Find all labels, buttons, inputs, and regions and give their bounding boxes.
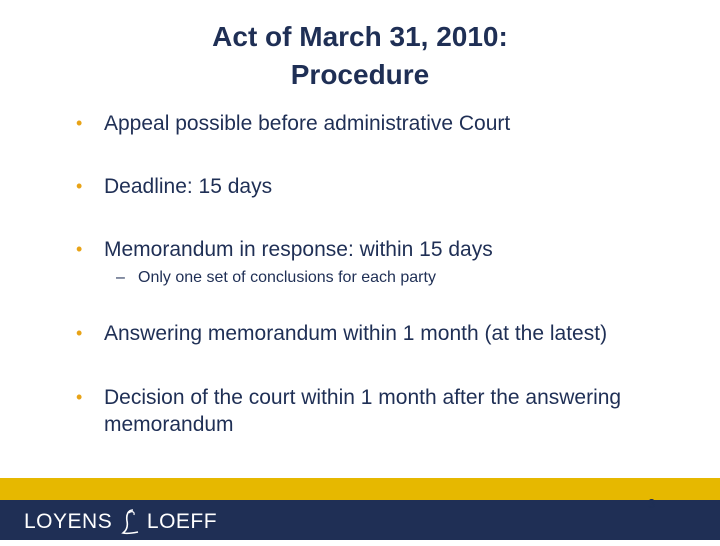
sub-bullet-marker: –	[116, 269, 125, 286]
loyens-loeff-logo	[24, 507, 217, 537]
logo-text-right: LOEFF	[146, 510, 218, 533]
bullet-marker: •	[76, 239, 83, 259]
slide-title-line-1: Act of March 31, 2010:	[212, 21, 508, 52]
bullet-marker: •	[76, 176, 83, 196]
bullet-text: Deadline: 15 days	[104, 175, 273, 198]
bullet-text: Memorandum in response: within 15 days	[104, 238, 493, 261]
bullet-marker: •	[76, 113, 83, 133]
slide-title	[0, 18, 720, 94]
logo-script-l-icon	[119, 507, 141, 537]
bullet-marker: •	[76, 387, 83, 407]
page-number: 3	[648, 496, 656, 511]
sub-bullet-text: Only one set of conclusions for each party	[138, 269, 436, 286]
bullet-text: Answering memorandum within 1 month (at the latest)	[104, 322, 608, 345]
slide-title-line-2: Procedure	[290, 59, 430, 90]
bullet-text: Appeal possible before administrative Court	[104, 112, 511, 135]
footer-gold-band	[0, 478, 720, 500]
bullet-marker: •	[76, 323, 83, 343]
logo-text-left: LOYENS	[24, 510, 113, 533]
bullet-text: Decision of the court within 1 month after the answering memorandum	[104, 386, 622, 436]
